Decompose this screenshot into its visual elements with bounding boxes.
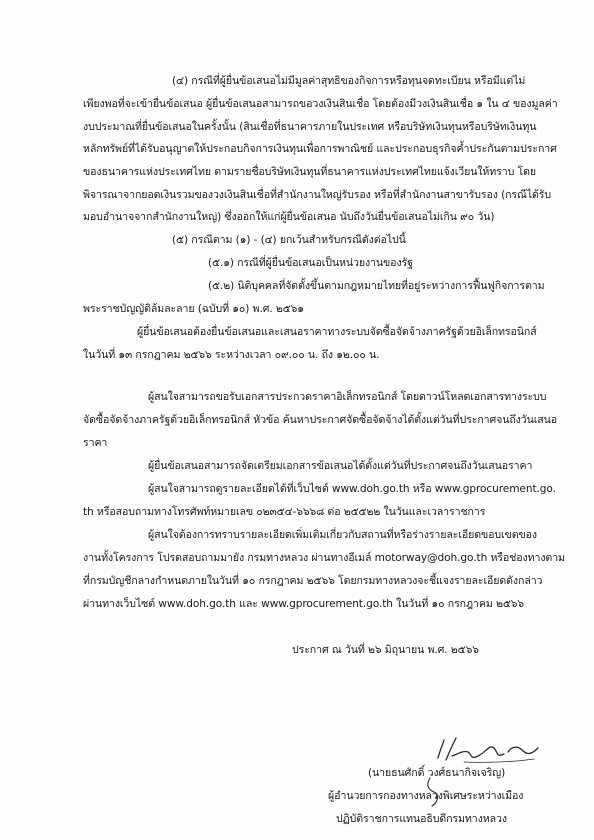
- clarify-line-4: ผ่านทางเว็บไซต์ www.doh.go.th และ www.gprocurement.go.th ในวันที่ ๑๐ กรกฎาคม ๒๕๖๖: [83, 598, 525, 610]
- download-line-3: ราคา: [83, 437, 108, 449]
- clause-4-line-3: งบประมาณที่ยื่นข้อเสนอในครั้งนั้น (สินเชื่อที่ธนาคารภายในประเทศ หรือบริษัทเงินทุนหรือบริษัทเงินทุน: [83, 121, 537, 133]
- clarify-line-1: ผู้สนใจต้องการทราบรายละเอียดเพิ่มเติมเกี่ยวกับสถานที่หรือร่างรายละเอียดขอบเขตของ: [148, 529, 537, 541]
- submission-line-2: ในวันที่ ๑๓ กรกฎาคม ๒๕๖๖ ระหว่างเวลา ๐๙.๐๐ น. ถึง ๑๒.๐๐ น.: [83, 349, 380, 361]
- clarify-line-2: งานทั้งโครงการ โปรดสอบถามมายัง กรมทางหลวง ผ่านทางอีเมล์ motorway@doh.go.th หรือช่องทางตาม: [83, 552, 565, 564]
- clause-4-line-2: เพียงพอที่จะเข้ายื่นข้อเสนอ ผู้ยื่นข้อเสนอสามารถขอวงเงินสินเชื่อ โดยต้องมีวงเงินสินเชื่อ ๑ ใน ๔ ของมูลค่า: [83, 98, 558, 110]
- clause-5-2-line-1: (๕.๒) นิติบุคคลที่จัดตั้งขึ้นตามกฎหมายไทยที่อยู่ระหว่างการฟื้นฟูกิจการตาม: [208, 280, 545, 292]
- signatory-acting: ปฏิบัติราชการแทนอธิบดีกรมทางหลวง: [336, 813, 507, 825]
- contact-line-2: th หรือสอบถามทางโทรศัพท์หมายเลข ๐๒๓๕๔-๖๖๖๘ ต่อ ๒๕๕๒๒ ในวันและเวลาราชการ: [83, 506, 486, 518]
- signatory-position: ผู้อำนวยการกองทางหลวงพิเศษระหว่างเมือง: [328, 790, 524, 802]
- clause-4-line-6: พิจารณาจากยอดเงินรวมของวงเงินสินเชื่อที่สำนักงานใหญ่รับรอง หรือที่สำนักงานสาขารับรอง (กรณีได้รับ: [83, 189, 551, 201]
- download-line-2: จัดซื้อจัดจ้างภาครัฐด้วยอิเล็กทรอนิกส์ หัวข้อ ค้นหาประกาศจัดซื้อจัดจ้างได้ตั้งแต่วันที่ประกาศจนถึงวันเสนอ: [83, 414, 558, 426]
- clause-4-line-4: หลักทรัพย์ที่ได้รับอนุญาตให้ประกอบกิจการเงินทุนเพื่อการพาณิชย์ และประกอบธุรกิจค้ำประกันตามประกาศ: [83, 143, 557, 155]
- clause-4-line-1: (๔) กรณีที่ผู้ยื่นข้อเสนอไม่มีมูลค่าสุทธิของกิจการหรือทุนจดทะเบียน หรือมีแต่ไม่: [172, 75, 526, 87]
- handwritten-initial-mark: [424, 774, 444, 810]
- contact-line-1: ผู้สนใจสามารถดูรายละเอียดได้ที่เว็บไซต์ www.doh.go.th หรือ www.gprocurement.go.: [148, 483, 556, 495]
- submission-line-1: ผู้ยื่นข้อเสนอต้องยื่นข้อเสนอและเสนอราคาทางระบบจัดซื้อจัดจ้างภาครัฐด้วยอิเล็กทรอนิกส์: [137, 326, 537, 338]
- handwritten-signature: [434, 732, 544, 768]
- clause-5-2-line-2: พระราชบัญญัติล้มละลาย (ฉบับที่ ๑๐) พ.ศ. ๒๕๖๑: [83, 303, 304, 315]
- announcement-date: ประกาศ ณ วันที่ ๒๖ มิถุนายน พ.ศ. ๒๕๖๖: [292, 644, 479, 656]
- clause-4-line-7: มอบอำนาจจากสำนักงานใหญ่) ซึ่งออกให้แก่ผู้ยื่นข้อเสนอ นับถึงวันยื่นข้อเสนอไม่เกิน ๙๐ วัน): [83, 211, 495, 223]
- download-line-1: ผู้สนใจสามารถขอรับเอกสารประกวดราคาอิเล็กทรอนิกส์ โดยดาวน์โหลดเอกสารทางระบบ: [148, 391, 547, 403]
- clause-4-line-5: ของธนาคารแห่งประเทศไทย ตามรายชื่อบริษัทเงินทุนที่ธนาคารแห่งประเทศไทยแจ้งเวียนให้ทราบ โดย: [83, 166, 536, 178]
- signatory-name: (นายธนศักดิ์ วงศ์ธนากิจเจริญ): [368, 767, 506, 779]
- clause-5-intro: (๕) กรณีตาม (๑) - (๔) ยกเว้นสำหรับกรณีดังต่อไปนี้: [172, 234, 406, 246]
- clarify-line-3: ที่กรมบัญชีกลางกำหนดภายในวันที่ ๑๐ กรกฎาคม ๒๕๖๖ โดยกรมทางหลวงจะชี้แจงรายละเอียดดังกล่าว: [83, 575, 543, 587]
- prepare-line: ผู้ยื่นข้อเสนอสามารถจัดเตรียมเอกสารข้อเสนอได้ตั้งแต่วันที่ประกาศจนถึงวันเสนอราคา: [148, 460, 533, 472]
- clause-5-1: (๕.๑) กรณีที่ผู้ยื่นข้อเสนอเป็นหน่วยงานของรัฐ: [208, 257, 413, 269]
